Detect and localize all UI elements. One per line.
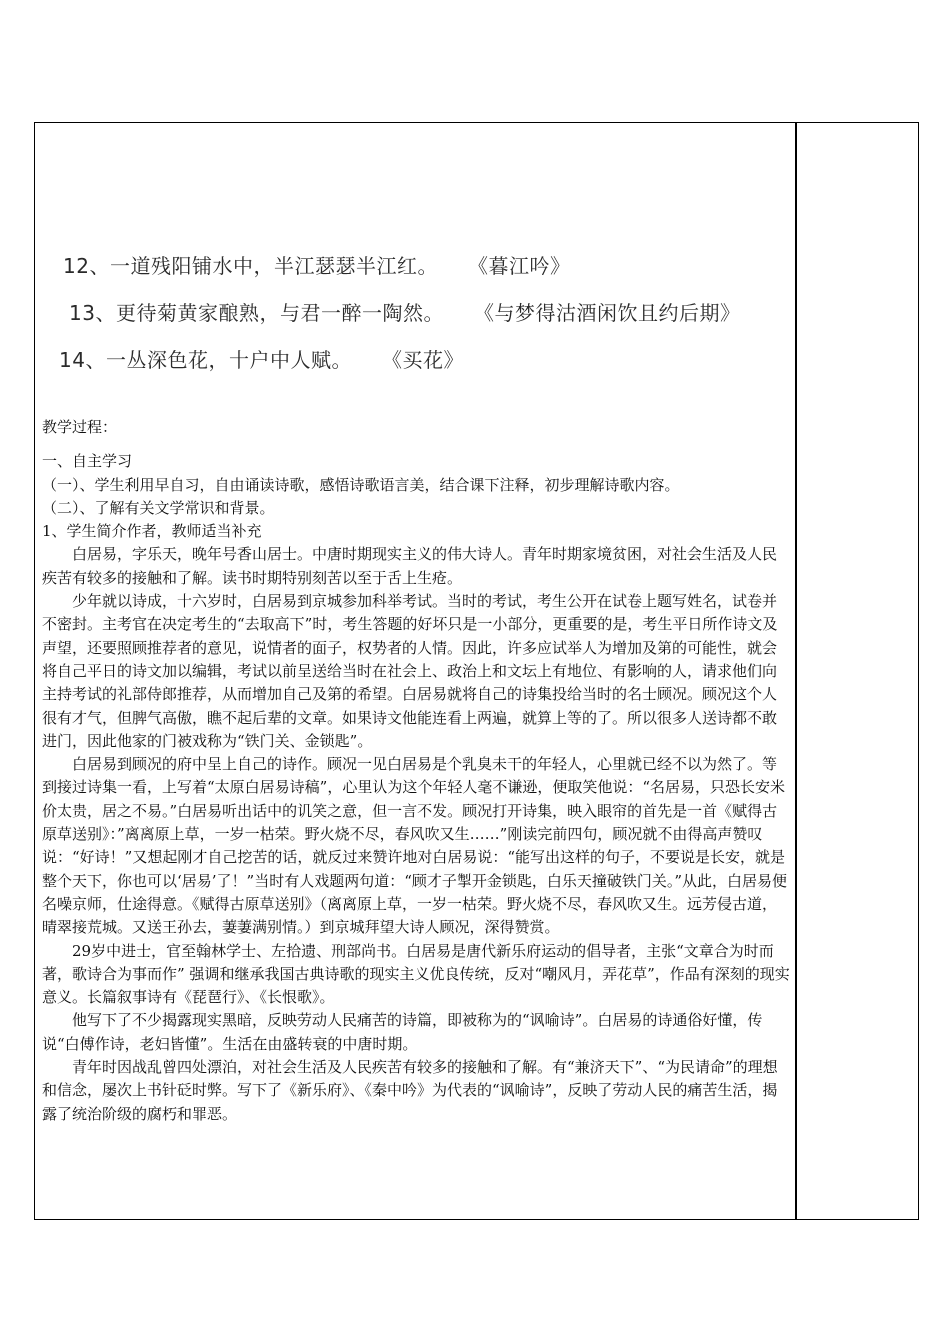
- poem-line-12: [63, 250, 570, 279]
- paragraph: 少年就以诗成，十六岁时，白居易到京城参加科举考试。当时的考试，考生公开在试卷上题写姓名，试卷并不密封。主考官在决定考生的“去取高下”时，考生答题的好坏只是一小部分，更重要的是，考生平日所作诗文及声望，还要照顾推荐者的意见，说情者的面子，权势者的人情。因此，许多应试举人为增加及第的可能性，就会将自己平日的诗文加以编辑，考试以前呈送给当时在社会上、政治上和文坛上有地位、有影响的人，请求他们向主持考试的礼部侍郎推荐，从而增加自己及第的希望。白居易就将自己的诗集投给当时的名士顾况。顾况这个人很有才气，但脾气高傲，瞧不起后辈的文章。如果诗文他能连看上两遍，就算上等的了。所以很多人送诗都不敢进门，因此他家的门被戏称为“铁门关、金锁匙”。: [42, 592, 778, 750]
- list-item: （一）、学生利用早自习，自由诵读诗歌，感悟诗歌语言美，结合课下注释，初步理解诗歌内容。: [42, 475, 680, 494]
- paragraph: 他写下了不少揭露现实黑暗，反映劳动人民痛苦的诗篇，即被称为的“讽喻诗”。白居易的诗通俗好懂，传说“白傅作诗，老妇皆懂”。生活在由盛转衰的中唐时期。: [42, 1011, 763, 1053]
- column-divider: [795, 122, 797, 1220]
- main-cell: [34, 122, 795, 1220]
- paragraph: 青年时因战乱曾四处漂泊，对社会生活及人民疾苦有较多的接触和了解。有“兼济天下”、“为民请命”的理想和信念，屡次上书针砭时弊。写下了《新乐府》、《秦中吟》为代表的“讽喻诗”，反映了劳动人民的痛苦生活，揭露了统治阶级的腐朽和罪恶。: [42, 1058, 778, 1123]
- list-item: 1、学生简介作者，教师适当补充: [42, 522, 262, 541]
- list-item: （二）、了解有关文学常识和背景。: [42, 498, 275, 517]
- paragraph: 29岁中进士，官至翰林学士、左拾遗、刑部尚书。白居易是唐代新乐府运动的倡导者，主张“文章合为时而著，歌诗合为事而作” 强调和继承我国古典诗歌的现实主义优良传统，反对“嘲风月，弄花草”，作品有深刻的现实意义。长篇叙事诗有《琵琶行》、《长恨歌》。: [42, 941, 790, 1007]
- poem-title: 《买花》: [381, 348, 464, 372]
- poem-text: 13、更待菊黄家酿熟，与君一醉一陶然。: [69, 301, 444, 325]
- teaching-process-heading: 教学过程：: [42, 418, 118, 436]
- poem-title: 《暮江吟》: [467, 254, 571, 278]
- poem-line-13: [69, 297, 740, 326]
- poem-text: 14、一丛深色花，十户中人赋。: [59, 348, 352, 372]
- poem-line-14: [59, 344, 464, 373]
- poem-text: 12、一道残阳铺水中，半江瑟瑟半江红。: [63, 254, 438, 278]
- section-heading: 一、自主学习: [42, 452, 133, 471]
- paragraph: 白居易，字乐天，晚年号香山居士。中唐时期现实主义的伟大诗人。青年时期家境贫困，对社会生活及人民疾苦有较多的接触和了解。读书时期特别刻苦以至于舌上生疮。: [42, 545, 778, 587]
- paragraph: 白居易到顾况的府中呈上自己的诗作。顾况一见白居易是个乳臭未干的年轻人，心里就已经不以为然了。等到接过诗集一看，上写着“太原白居易诗稿”，心里认为这个年轻人毫不谦逊，便取笑他说：“名居易，只恐长安米价太贵，居之不易。”白居易听出话中的讥笑之意，但一言不发。顾况打开诗集，映入眼帘的首先是一首《赋得古原草送别》：”离离原上草，一岁一枯荣。野火烧不尽，春风吹又生……”刚读完前四句，顾况就不由得高声赞叹说：“好诗！”又想起刚才自己挖苦的话，就反过来赞许地对白居易说：“能写出这样的句子，不要说是长安，就是整个天下，你也可以‘居易’了！”当时有人戏题两句道：“顾才子掣开金锁匙，白乐天撞破铁门关。”从此，白居易便名噪京师，仕途得意。《赋得古原草送别》（离离原上草，一岁一枯荣。野火烧不尽，春风吹又生。远芳侵古道，晴翠接荒城。又送王孙去，萋萋满别情。）到京城拜望大诗人顾况，深得赞赏。: [42, 755, 788, 937]
- body-text: [42, 416, 790, 1126]
- poem-title: 《与梦得沽酒闲饮且约后期》: [473, 301, 741, 325]
